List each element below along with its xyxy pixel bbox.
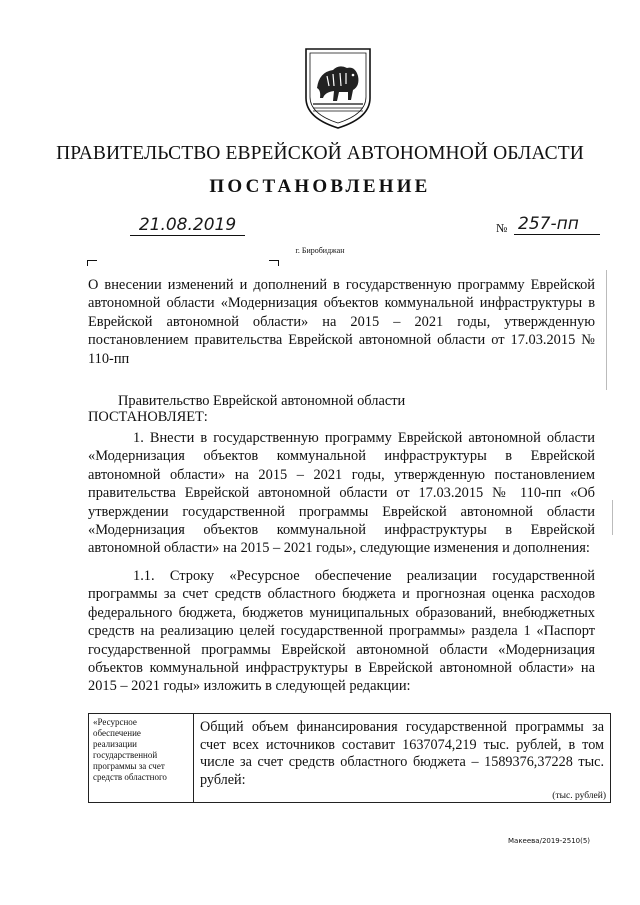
corner-bracket-left [87, 260, 97, 266]
left-line: программы за счет [93, 761, 165, 771]
document-type: ПОСТАНОВЛЕНИЕ [209, 176, 431, 197]
document-number: 257-пп [514, 214, 600, 235]
city: г. Биробиджан [295, 246, 345, 255]
document-subject: О внесении изменений и дополнений в государственную программу Еврейской автономной области «Модернизация объектов коммунальной инфраструктуры в Еврейской автономной области» на 2015 – 2021 годы, утвержденную постановлением правительства Еврейской автономной области от 17.03.2015 № 110-пп [88, 277, 595, 367]
left-line: средств областного [93, 772, 167, 782]
table-left-cell [89, 714, 194, 803]
scan-artifact [606, 270, 607, 390]
left-line: государственной [93, 750, 158, 760]
item-1-1: 1.1. Строку «Ресурсное обеспечение реализации государственной программы за счет средств областного бюджета и прогнозная оценка расходов федерального бюджета, бюджетов муниципальных образований, внебюджетных средств на реализацию целей государственной программы» раздела 1 «Паспорт государственной программы Еврейской автономной области «Модернизация объектов коммунальной инфраструктуры в Еврейской автономной области» на 2015 – 2021 годы» изложить в следующей редакции: [88, 568, 595, 695]
table-right-cell [194, 714, 611, 803]
number-label: № [496, 221, 508, 235]
financing-text: Общий объем финансирования государственной программы за счет всех источников составит 1637074,219 тыс. рублей, в том числе за счет средств областного бюджета – 1589376,37228 тыс. рублей: [200, 719, 604, 788]
scan-artifact [612, 500, 613, 535]
corner-bracket-right [269, 260, 279, 266]
government-title: ПРАВИТЕЛЬСТВО ЕВРЕЙСКОЙ АВТОНОМНОЙ ОБЛАСТИ [56, 143, 584, 164]
item-1: 1. Внести в государственную программу Еврейской автономной области «Модернизация объектов коммунальной инфраструктуры в Еврейской автономной области» на 2015 – 2021 годы, утвержденную постановлением правительства Еврейской автономной области от 17.03.2015 № 110-пп «Об утверждении государственной программы Еврейской автономной области «Модернизация объектов коммунальной инфраструктуры в Еврейской автономной области» на 2015 – 2021 годы», следующие изменения и дополнения: [88, 430, 595, 557]
table-row [89, 714, 611, 803]
unit-label: (тыс. рублей) [552, 791, 606, 802]
left-line: «Ресурсное [93, 717, 137, 727]
left-line: реализации [93, 739, 137, 749]
coat-of-arms-tiger-icon [303, 46, 373, 130]
resolves-heading: ПОСТАНОВЛЯЕТ: [88, 409, 208, 425]
coat-of-arms-emblem [303, 46, 373, 130]
preamble: Правительство Еврейской автономной области [118, 393, 406, 409]
resource-table [88, 713, 611, 803]
left-line: обеспечение [93, 728, 141, 738]
footer-code: Макеева/2019-2510(5) [508, 837, 591, 845]
document-date: 21.08.2019 [130, 215, 245, 236]
